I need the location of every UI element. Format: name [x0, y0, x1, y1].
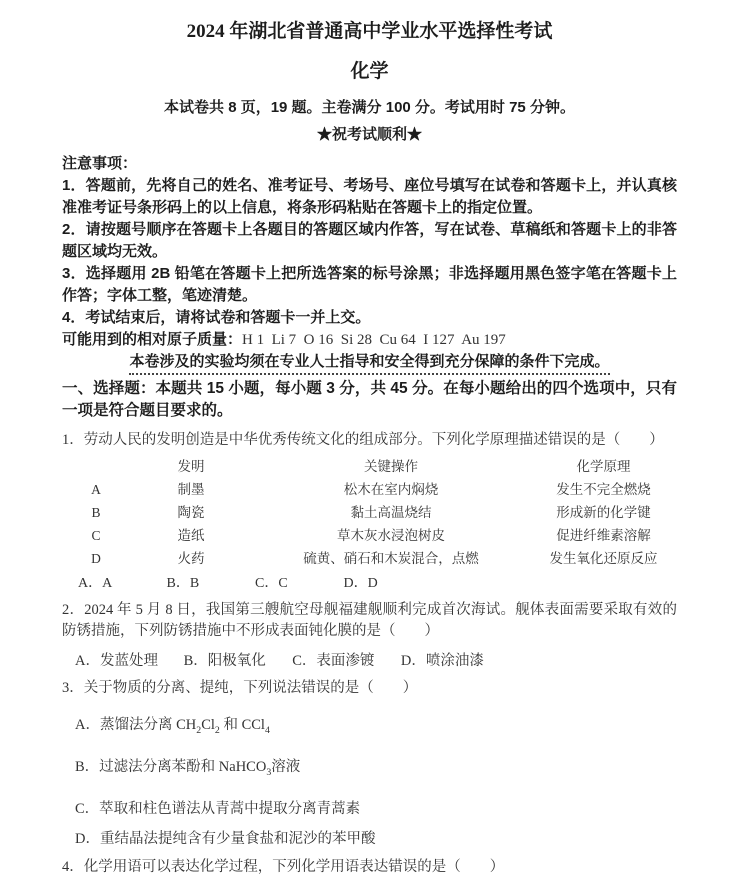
row-invention: 造纸: [177, 528, 205, 543]
table-header-principle: 化学原理: [576, 459, 631, 474]
section-title: 一、选择题：本题共 15 小题，每小题 3 分，共 45 分。在每小题给出的四个选项中，只有一项是符合题目要求的。: [62, 380, 677, 419]
question-3-option-b: [75, 757, 677, 783]
table-corner-cell: [76, 455, 116, 478]
option-text: B．过滤法分离苯酚和: [75, 758, 219, 775]
row-option-letter: D: [91, 551, 101, 566]
atomic-mass-line: [62, 329, 677, 351]
exam-subject: 化学: [350, 61, 389, 82]
option-a: A．发蓝处理: [75, 653, 158, 669]
option-text: A．蒸馏法分离: [75, 717, 177, 733]
chemical-formula: NaHCO$_3$: [218, 758, 272, 778]
question-3-option-d: D．重结晶法提纯含有少量食盐和泥沙的苯甲酸: [75, 830, 376, 847]
answer-choice-b: B．B: [166, 576, 200, 591]
option-text: 溶液: [271, 758, 301, 775]
notice-heading: 注意事项：: [62, 155, 138, 172]
row-operation: 草木灰水浸泡树皮: [337, 528, 445, 543]
option-text: 和: [219, 717, 242, 733]
option-c: C．表面渗镀: [292, 653, 375, 669]
question-3-stem: 3．关于物质的分离、提纯，下列说法错误的是（ ）: [62, 680, 418, 696]
table-row: [76, 478, 677, 501]
question-1-answer-row: [78, 572, 677, 592]
notice-item-2: 2．请按题号顺序在答题卡上各题目的答题区域内作答，写在试卷、草稿纸和答题卡上的非答题区域均无效。: [62, 221, 677, 260]
row-invention: 火药: [177, 551, 205, 566]
row-invention: 制墨: [177, 482, 205, 497]
row-operation: 黏土高温烧结: [350, 505, 432, 520]
row-invention: 陶瓷: [177, 505, 205, 520]
table-header-operation: 关键操作: [364, 459, 418, 474]
table-header-invention: 发明: [177, 459, 205, 474]
atomic-mass-values: H 1 Li 7 O 16 Si 28 Cu 64 I 127 Au 197: [242, 332, 506, 348]
question-1-stem: 1．劳动人民的发明创造是中华优秀传统文化的组成部分。下列化学原理描述错误的是（ ）: [62, 432, 664, 448]
notice-item-3: 3．选择题用 2B 铅笔在答题卡上把所选答案的标号涂黑；非选择题用黑色签字笔在答题卡上作答；字体工整，笔迹清楚。: [62, 265, 677, 304]
question-2-stem: 2．2024 年 5 月 8 日，我国第三艘航空母舰福建舰顺利完成首次海试。舰体表面需要采取有效的防锈措施，下列防锈措施中不形成表面钝化膜的是（ ）: [62, 602, 677, 639]
row-option-letter: C: [91, 528, 101, 543]
row-operation: 硫黄、硝石和木炭混合，点燃: [303, 551, 479, 566]
question-1-table: [76, 455, 677, 570]
question-3-option-a: [75, 715, 677, 741]
row-option-letter: B: [91, 505, 101, 520]
safety-note-wrap: [62, 352, 677, 375]
answer-choice-d: D．D: [343, 576, 378, 591]
table-row: [76, 501, 677, 524]
exam-meta-line: 本试卷共 8 页，19 题。主卷满分 100 分。考试用时 75 分钟。: [164, 99, 575, 116]
notice-item-4: 4．考试结束后，请将试卷和答题卡一并上交。: [62, 309, 371, 326]
chemical-formula: $CH_2Cl_2$: [176, 717, 220, 736]
answer-choice-c: C．C: [255, 576, 288, 591]
question-3-option-c: C．萃取和柱色谱法从青蒿中提取分离青蒿素: [75, 800, 361, 817]
exam-title: 2024 年湖北省普通高中学业水平选择性考试: [186, 21, 553, 42]
notice-section: [62, 153, 677, 375]
question-2-options: [75, 649, 677, 670]
answer-choice-a: A．A: [78, 576, 113, 591]
option-b: B．阳极氧化: [183, 653, 266, 669]
safety-note: 本卷涉及的实验均须在专业人士指导和安全得到充分保障的条件下完成。: [129, 352, 609, 375]
row-operation: 松木在室内焖烧: [343, 482, 439, 497]
chemical-formula: CCl$_4$: [241, 717, 270, 736]
row-principle: 发生不完全燃烧: [556, 482, 651, 497]
question-4-stem: 4．化学用语可以表达化学过程，下列化学用语表达错误的是（ ）: [62, 858, 505, 875]
row-principle: 发生氧化还原反应: [549, 551, 658, 566]
row-principle: 促进纤维素溶解: [556, 528, 651, 543]
atomic-mass-label: 可能用到的相对原子质量：: [62, 331, 243, 348]
row-principle: 形成新的化学键: [556, 505, 651, 520]
exam-wish-line: ★祝考试顺利★: [316, 126, 422, 143]
notice-item-1: 1．答题前，先将自己的姓名、准考证号、考场号、座位号填写在试卷和答题卡上，并认真核准准考证号条形码上的以上信息，将条形码粘贴在答题卡上的指定位置。: [62, 177, 677, 216]
table-row: [76, 547, 677, 570]
table-header-row: [76, 455, 677, 478]
option-d: D．喷涂油漆: [400, 653, 484, 669]
row-option-letter: A: [91, 482, 101, 497]
table-row: [76, 524, 677, 547]
